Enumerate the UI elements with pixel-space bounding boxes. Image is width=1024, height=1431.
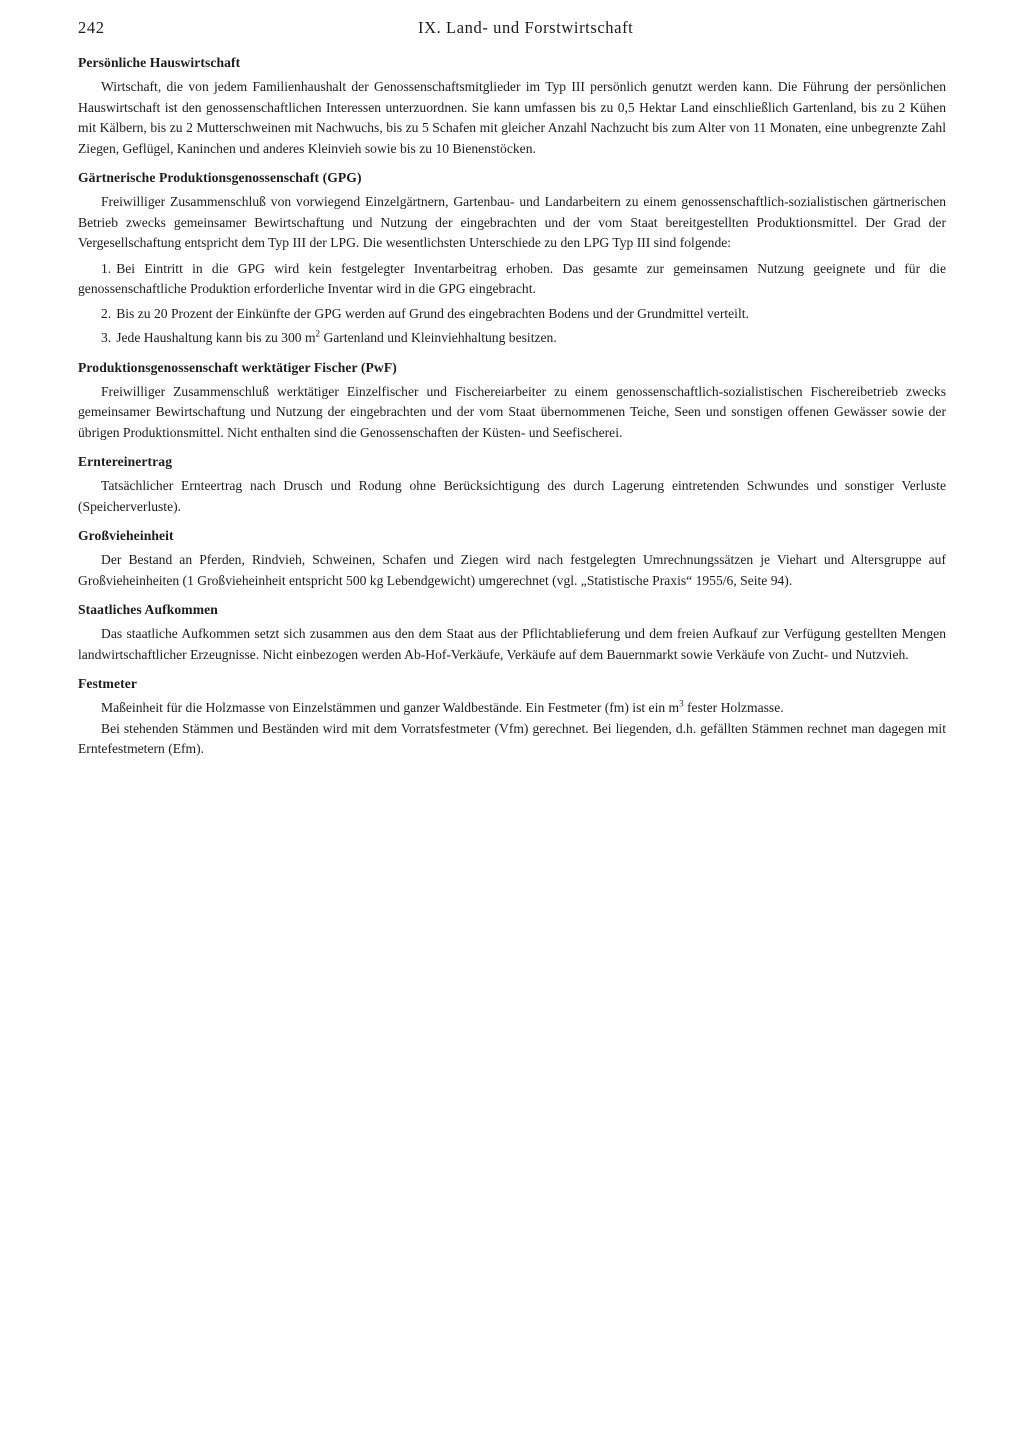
section-heading: Gärtnerische Produktionsgenossenschaft (GPG) <box>78 170 362 185</box>
section-heading: Festmeter <box>78 676 138 691</box>
paragraph-text: fester Holzmasse. <box>683 700 784 715</box>
page-number: 242 <box>78 18 105 37</box>
section-heading: Erntereinertrag <box>78 454 173 469</box>
section-paragraph <box>78 698 946 719</box>
list-item-number: 2. <box>101 305 112 321</box>
superscript: 3 <box>679 698 684 709</box>
list-item-text: Jede Haushaltung kann bis zu 300 m <box>116 330 316 345</box>
section-heading: Staatliches Aufkommen <box>78 602 218 617</box>
section-heading: Großvieheinheit <box>78 528 174 543</box>
list-item-number: 1. <box>101 260 112 276</box>
superscript: 2 <box>315 328 321 339</box>
list-item <box>78 304 946 325</box>
section-heading: Produktionsgenossenschaft werktätiger Fischer (PwF) <box>78 359 397 375</box>
section-persoenliche-hauswirtschaft <box>78 53 946 159</box>
section-pwf <box>78 358 946 444</box>
list-item-number: 3. <box>101 330 112 345</box>
section-paragraph: Bei stehenden Stämmen und Beständen wird mit dem Vorratsfestmeter (Vfm) gerechnet. Bei liegenden, d.h. gefällten Stämmen rechnet man dagegen mit Erntefestmetern (Efm). <box>78 720 946 756</box>
section-paragraph: Tatsächlicher Ernteertrag nach Drusch und Rodung ohne Berücksichtigung des durch Lagerung eintretenden Schwundes und sonstiger Verluste (Speicherverluste). <box>78 478 946 514</box>
section-paragraph: Wirtschaft, die von jedem Familienhaushalt der Genossenschaftsmitglieder im Typ III persönlich genutzt werden kann. Die Führung der persönlichen Hauswirtschaft ist den genossenschaftlichen Interessen unterzuordnen. Sie kann umfassen bis zu 0,5 Hektar Land einschließlich Gartenland, bis zu 2 Kühen mit Kälbern, bis zu 2 Mutterschweinen mit Nachwuchs, bis zu 5 Schafen mit gleicher Anzahl Nachzucht bis zum Alter von 11 Monaten, eine unbegrenzte Zahl Ziegen, Geflügel, Kaninchen und anderes Kleinvieh sowie bis zu 10 Bienenstöcken. <box>78 79 946 156</box>
section-paragraph: Freiwilliger Zusammenschluß werktätiger Einzelfischer und Fischereiarbeiter zu einem genossenschaftlich-sozialistischen Fischereibetrieb zwecks gemeinsamer Bewirtschaftung und Nutzung der eingebrachten und der vom Staat übernommenen Teiche, Seen und sonstigen offenen Gewässer sowie der übrigen Produktionsmittel. Nicht enthalten sind die Genossenschaften der Küsten- und Seefischerei. <box>78 383 946 440</box>
list-item-text: Bei Eintritt in die GPG wird kein festgelegter Inventarbeitrag erhoben. Das gesamte zur gemeinsamen Nutzung geeignete und für die genossenschaftliche Produktion erforderliche Inventar wird in die GPG eingebracht. <box>78 260 946 296</box>
section-paragraph: Der Bestand an Pferden, Rindvieh, Schweinen, Schafen und Ziegen wird nach festgelegten Umrechnungssätzen je Viehart und Altersgruppe auf Großvieheinheiten (1 Großvieheinheit entspricht 500 kg Lebendgewicht) umgerechnet (vgl. „Statistische Praxis“ 1955/6, Seite 94). <box>78 552 946 588</box>
section-gpg <box>78 168 946 349</box>
list-item-text: Gartenland und Kleinviehhaltung besitzen. <box>320 330 557 345</box>
section-grossvieheinheit <box>78 526 946 591</box>
chapter-title: IX. Land- und Forstwirtschaft <box>418 18 634 37</box>
list-item <box>78 328 946 349</box>
difference-list <box>78 259 946 349</box>
section-staatliches-aufkommen <box>78 600 946 665</box>
section-paragraph: Freiwilliger Zusammenschluß von vorwiegend Einzelgärtnern, Gartenbau- und Landarbeitern zu einem genossenschaftlich-sozialistischen gärtnerischen Betrieb zwecks gemeinsamer Bewirtschaftung und Nutzung der eingebrachten und der vom Staat bereitgestellten Produktionsmittel. Der Grad der Vergesellschaftung entspricht dem Typ III der LPG. Die wesentlichsten Unterschiede zu den LPG Typ III sind folgende: <box>78 194 946 250</box>
list-item-text: Bis zu 20 Prozent der Einkünfte der GPG werden auf Grund des eingebrachten Bodens und der Grundmittel verteilt. <box>116 305 749 321</box>
list-item <box>78 259 946 300</box>
section-festmeter <box>78 674 946 760</box>
section-paragraph: Das staatliche Aufkommen setzt sich zusammen aus den dem Staat aus der Pflichtablieferung und dem freien Aufkauf zur Verfügung gestellten Mengen landwirtschaftlicher Erzeugnisse. Nicht einbezogen werden Ab-Hof-Verkäufe, Verkäufe auf dem Bauernmarkt sowie Verkäufe von Zucht- und Nutzvieh. <box>78 626 946 662</box>
paragraph-text: Maßeinheit für die Holzmasse von Einzelstämmen und ganzer Waldbestände. Ein Festmeter (fm) ist ein m <box>101 700 680 715</box>
section-heading: Persönliche Hauswirtschaft <box>78 55 241 70</box>
document-page <box>78 14 946 760</box>
running-header <box>78 14 946 44</box>
section-erntereinertrag <box>78 452 946 517</box>
